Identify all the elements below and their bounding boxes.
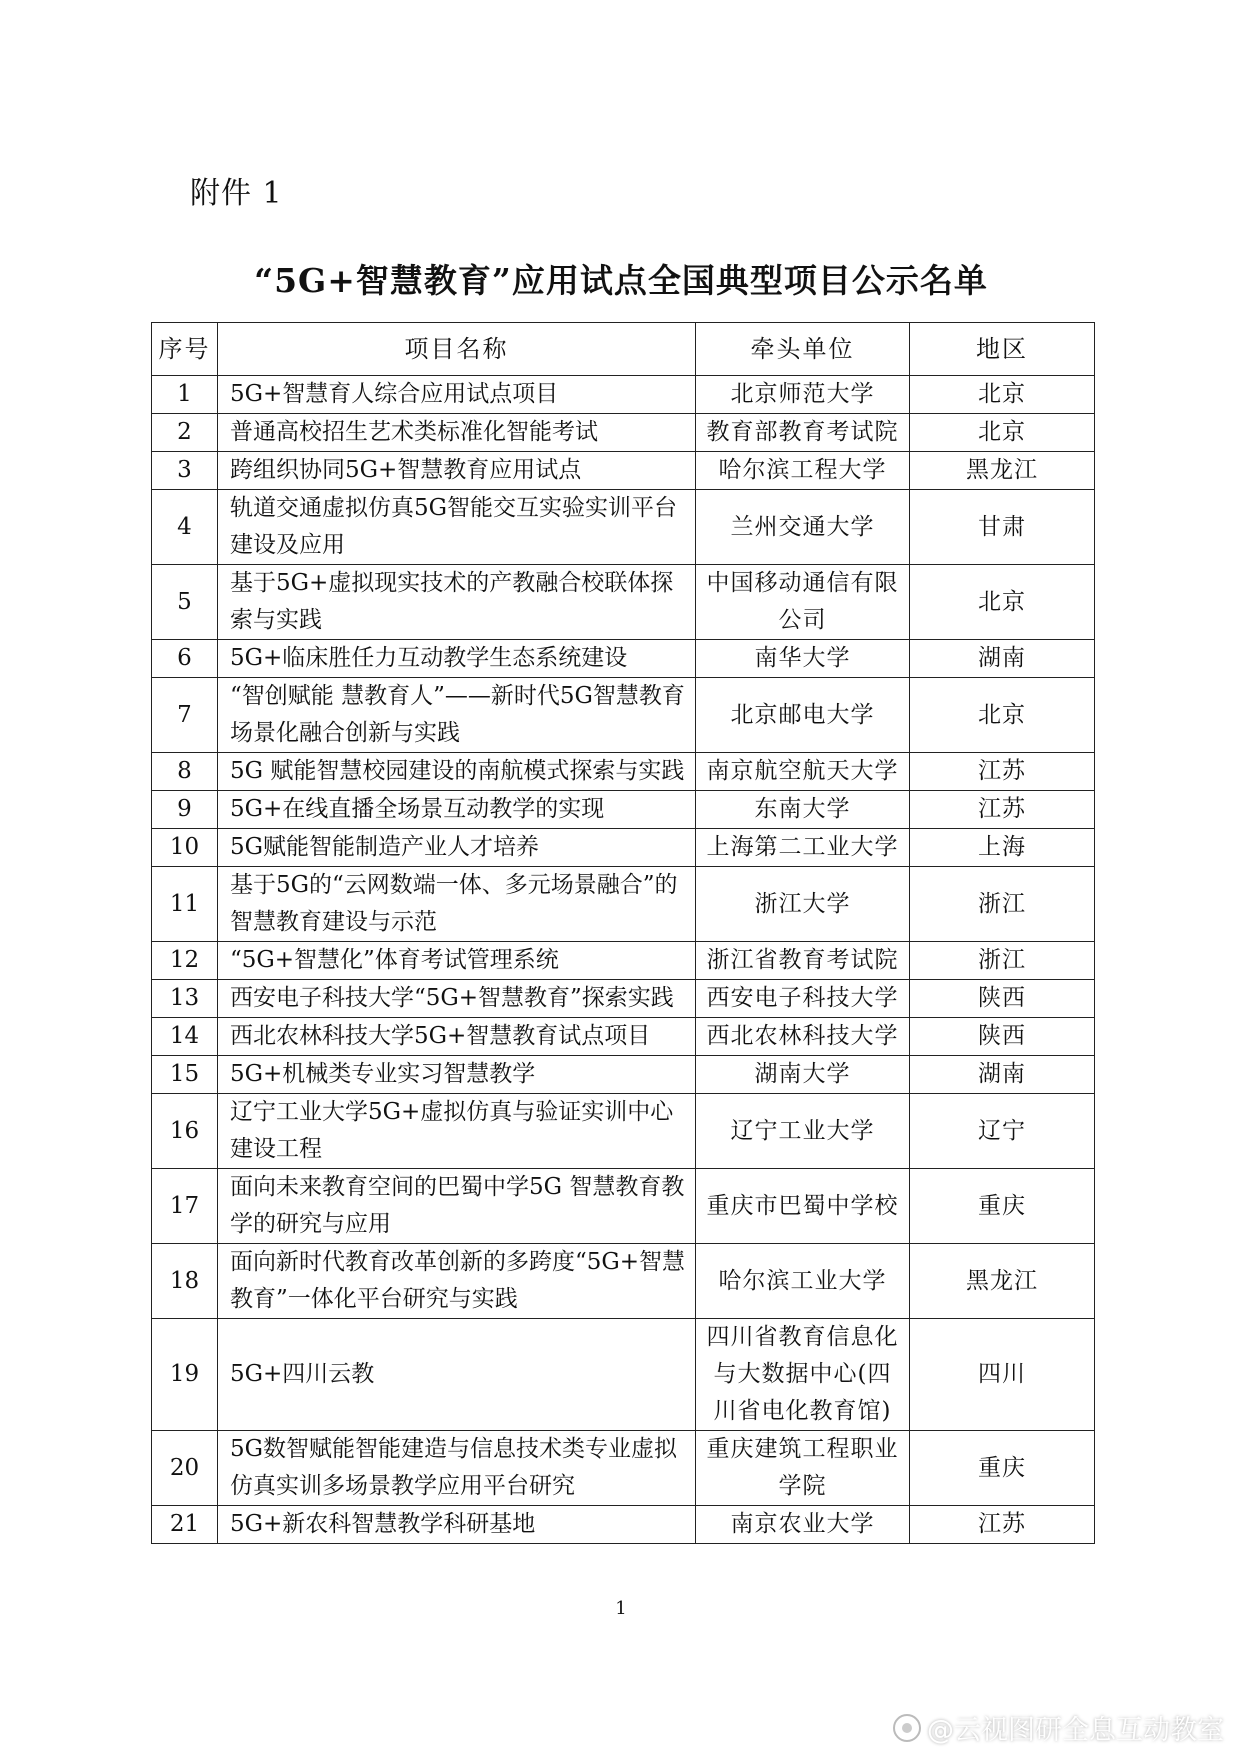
cell-lead-org: 上海第二工业大学 bbox=[696, 829, 910, 867]
column-header-name: 项目名称 bbox=[218, 323, 696, 376]
cell-project-name: 5G+临床胜任力互动教学生态系统建设 bbox=[218, 640, 696, 678]
cell-region: 浙江 bbox=[910, 867, 1095, 942]
cell-lead-org: 西安电子科技大学 bbox=[696, 980, 910, 1018]
cell-lead-org: 哈尔滨工业大学 bbox=[696, 1244, 910, 1319]
cell-region: 湖南 bbox=[910, 1056, 1095, 1094]
table-row bbox=[152, 1056, 1095, 1094]
cell-region: 北京 bbox=[910, 376, 1095, 414]
cell-region: 浙江 bbox=[910, 942, 1095, 980]
cell-lead-org: 四川省教育信息化与大数据中心(四川省电化教育馆) bbox=[696, 1319, 910, 1431]
watermark-logo-icon bbox=[893, 1714, 921, 1742]
cell-lead-org: 教育部教育考试院 bbox=[696, 414, 910, 452]
cell-project-name: 5G 赋能智慧校园建设的南航模式探索与实践 bbox=[218, 753, 696, 791]
cell-lead-org: 重庆市巴蜀中学校 bbox=[696, 1169, 910, 1244]
cell-no: 1 bbox=[152, 376, 218, 414]
document-title: “5G+智慧教育”应用试点全国典型项目公示名单 bbox=[254, 261, 988, 300]
cell-no: 8 bbox=[152, 753, 218, 791]
cell-project-name: 5G数智赋能智能建造与信息技术类专业虚拟仿真实训多场景教学应用平台研究 bbox=[218, 1431, 696, 1506]
cell-lead-org: 浙江省教育考试院 bbox=[696, 942, 910, 980]
cell-no: 2 bbox=[152, 414, 218, 452]
cell-project-name: 辽宁工业大学5G+虚拟仿真与验证实训中心建设工程 bbox=[218, 1094, 696, 1169]
cell-no: 20 bbox=[152, 1431, 218, 1506]
table-row bbox=[152, 942, 1095, 980]
table-row bbox=[152, 1018, 1095, 1056]
table-header-row bbox=[152, 323, 1095, 376]
cell-region: 北京 bbox=[910, 414, 1095, 452]
cell-no: 17 bbox=[152, 1169, 218, 1244]
attachment-label: 附件 1 bbox=[190, 176, 283, 211]
cell-region: 北京 bbox=[910, 678, 1095, 753]
cell-no: 9 bbox=[152, 791, 218, 829]
cell-lead-org: 北京师范大学 bbox=[696, 376, 910, 414]
cell-region: 北京 bbox=[910, 565, 1095, 640]
page-number: 1 bbox=[615, 1598, 627, 1619]
cell-region: 江苏 bbox=[910, 753, 1095, 791]
cell-region: 重庆 bbox=[910, 1169, 1095, 1244]
cell-region: 陕西 bbox=[910, 1018, 1095, 1056]
table-row bbox=[152, 452, 1095, 490]
cell-no: 10 bbox=[152, 829, 218, 867]
cell-lead-org: 东南大学 bbox=[696, 791, 910, 829]
cell-lead-org: 中国移动通信有限公司 bbox=[696, 565, 910, 640]
cell-project-name: 跨组织协同5G+智慧教育应用试点 bbox=[218, 452, 696, 490]
cell-project-name: 面向未来教育空间的巴蜀中学5G 智慧教育教学的研究与应用 bbox=[218, 1169, 696, 1244]
cell-lead-org: 南京航空航天大学 bbox=[696, 753, 910, 791]
cell-no: 7 bbox=[152, 678, 218, 753]
table-row bbox=[152, 753, 1095, 791]
cell-project-name: 轨道交通虚拟仿真5G智能交互实验实训平台建设及应用 bbox=[218, 490, 696, 565]
cell-lead-org: 辽宁工业大学 bbox=[696, 1094, 910, 1169]
table-row bbox=[152, 678, 1095, 753]
cell-region: 甘肃 bbox=[910, 490, 1095, 565]
cell-lead-org: 西北农林科技大学 bbox=[696, 1018, 910, 1056]
cell-project-name: 西北农林科技大学5G+智慧教育试点项目 bbox=[218, 1018, 696, 1056]
cell-lead-org: 南京农业大学 bbox=[696, 1506, 910, 1544]
table-body bbox=[152, 376, 1095, 1544]
cell-region: 江苏 bbox=[910, 791, 1095, 829]
cell-project-name: 5G+智慧育人综合应用试点项目 bbox=[218, 376, 696, 414]
table-row bbox=[152, 829, 1095, 867]
column-header-no: 序号 bbox=[152, 323, 218, 376]
cell-region: 四川 bbox=[910, 1319, 1095, 1431]
table-row bbox=[152, 490, 1095, 565]
cell-region: 重庆 bbox=[910, 1431, 1095, 1506]
cell-project-name: 普通高校招生艺术类标准化智能考试 bbox=[218, 414, 696, 452]
cell-no: 5 bbox=[152, 565, 218, 640]
table-row bbox=[152, 791, 1095, 829]
cell-lead-org: 南华大学 bbox=[696, 640, 910, 678]
column-header-org: 牵头单位 bbox=[696, 323, 910, 376]
cell-region: 江苏 bbox=[910, 1506, 1095, 1544]
table-row bbox=[152, 1094, 1095, 1169]
cell-lead-org: 重庆建筑工程职业学院 bbox=[696, 1431, 910, 1506]
cell-no: 16 bbox=[152, 1094, 218, 1169]
cell-no: 11 bbox=[152, 867, 218, 942]
cell-lead-org: 浙江大学 bbox=[696, 867, 910, 942]
cell-lead-org: 哈尔滨工程大学 bbox=[696, 452, 910, 490]
cell-no: 15 bbox=[152, 1056, 218, 1094]
cell-no: 13 bbox=[152, 980, 218, 1018]
cell-project-name: 5G+四川云教 bbox=[218, 1319, 696, 1431]
table-row bbox=[152, 640, 1095, 678]
cell-lead-org: 湖南大学 bbox=[696, 1056, 910, 1094]
column-header-region: 地区 bbox=[910, 323, 1095, 376]
cell-no: 14 bbox=[152, 1018, 218, 1056]
cell-region: 上海 bbox=[910, 829, 1095, 867]
cell-no: 12 bbox=[152, 942, 218, 980]
cell-no: 19 bbox=[152, 1319, 218, 1431]
project-table bbox=[151, 322, 1095, 1544]
cell-project-name: “5G+智慧化”体育考试管理系统 bbox=[218, 942, 696, 980]
table-row bbox=[152, 565, 1095, 640]
cell-project-name: 5G+机械类专业实习智慧教学 bbox=[218, 1056, 696, 1094]
cell-no: 4 bbox=[152, 490, 218, 565]
cell-no: 3 bbox=[152, 452, 218, 490]
table-row bbox=[152, 414, 1095, 452]
cell-region: 湖南 bbox=[910, 640, 1095, 678]
cell-project-name: 西安电子科技大学“5G+智慧教育”探索实践 bbox=[218, 980, 696, 1018]
table-row bbox=[152, 1319, 1095, 1431]
cell-project-name: 5G+新农科智慧教学科研基地 bbox=[218, 1506, 696, 1544]
cell-lead-org: 北京邮电大学 bbox=[696, 678, 910, 753]
cell-project-name: “智创赋能 慧教育人”——新时代5G智慧教育场景化融合创新与实践 bbox=[218, 678, 696, 753]
watermark-text: @云视图研全息互动教室 bbox=[927, 1715, 1224, 1746]
table-row bbox=[152, 980, 1095, 1018]
cell-region: 黑龙江 bbox=[910, 452, 1095, 490]
cell-lead-org: 兰州交通大学 bbox=[696, 490, 910, 565]
cell-project-name: 基于5G的“云网数端一体、多元场景融合”的智慧教育建设与示范 bbox=[218, 867, 696, 942]
cell-region: 辽宁 bbox=[910, 1094, 1095, 1169]
table-row bbox=[152, 1431, 1095, 1506]
cell-region: 黑龙江 bbox=[910, 1244, 1095, 1319]
table-row bbox=[152, 1506, 1095, 1544]
table-row bbox=[152, 1169, 1095, 1244]
cell-project-name: 5G+在线直播全场景互动教学的实现 bbox=[218, 791, 696, 829]
cell-region: 陕西 bbox=[910, 980, 1095, 1018]
cell-project-name: 面向新时代教育改革创新的多跨度“5G+智慧教育”一体化平台研究与实践 bbox=[218, 1244, 696, 1319]
cell-project-name: 基于5G+虚拟现实技术的产教融合校联体探索与实践 bbox=[218, 565, 696, 640]
cell-no: 21 bbox=[152, 1506, 218, 1544]
cell-no: 18 bbox=[152, 1244, 218, 1319]
table-row bbox=[152, 376, 1095, 414]
watermark bbox=[893, 1708, 1224, 1747]
table-row bbox=[152, 867, 1095, 942]
cell-no: 6 bbox=[152, 640, 218, 678]
cell-project-name: 5G赋能智能制造产业人才培养 bbox=[218, 829, 696, 867]
table-row bbox=[152, 1244, 1095, 1319]
